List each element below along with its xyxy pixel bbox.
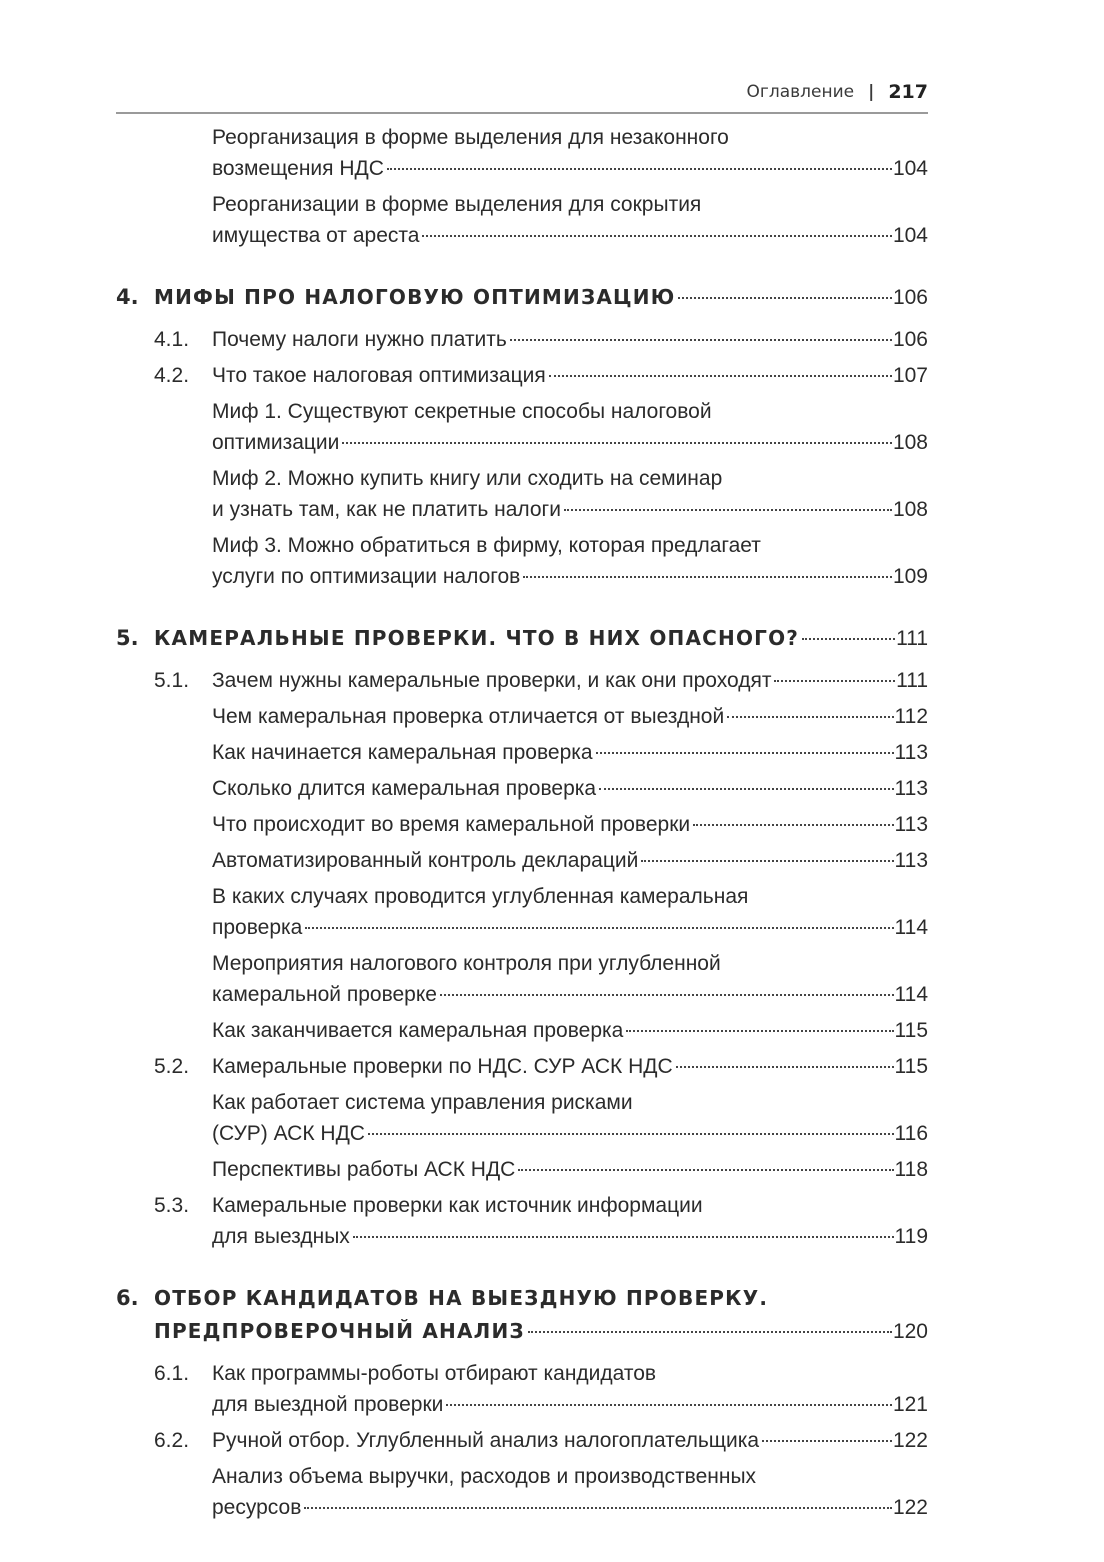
toc-title-line xyxy=(212,948,928,979)
toc-title-text: возмещения НДС xyxy=(212,157,384,180)
toc-title-line xyxy=(212,1154,928,1185)
toc-title-line xyxy=(212,773,928,804)
toc-entry xyxy=(116,324,928,355)
toc-page-number: 113 xyxy=(894,813,928,836)
toc-entry xyxy=(116,1358,928,1420)
toc-title-line xyxy=(212,324,928,355)
toc-number: 5. xyxy=(116,626,139,650)
toc-title-text: ПРЕДПРОВЕРОЧНЫЙ АНАЛИЗ xyxy=(154,1319,525,1343)
toc-title-text: Ручной отбор. Углубленный анализ налогоплательщика xyxy=(212,1429,760,1452)
toc-title-line xyxy=(212,122,928,153)
toc-chapter xyxy=(116,281,928,314)
toc-title-text: Что происходит во время камеральной проверки xyxy=(212,813,691,836)
dot-leader xyxy=(510,339,892,341)
page-number: 217 xyxy=(888,81,928,103)
toc-page-number: 112 xyxy=(894,705,928,728)
toc-entry xyxy=(116,845,928,876)
toc-page-number: 113 xyxy=(894,741,928,764)
toc-entry xyxy=(116,773,928,804)
toc-title-text: Автоматизированный контроль деклараций xyxy=(212,849,639,872)
toc-title-text: для выездной проверки xyxy=(212,1393,444,1416)
toc-page-number: 108 xyxy=(892,498,928,521)
toc-title xyxy=(212,773,928,804)
toc-title-line xyxy=(212,845,928,876)
toc-entry xyxy=(116,360,928,391)
dot-leader xyxy=(641,860,893,862)
toc-entry xyxy=(116,463,928,525)
toc-title-line xyxy=(154,1315,928,1348)
dot-leader xyxy=(596,752,894,754)
toc-title xyxy=(212,845,928,876)
toc-title xyxy=(212,809,928,840)
toc-number: 4.2. xyxy=(154,364,190,387)
toc-title xyxy=(212,396,928,458)
dot-leader xyxy=(599,788,893,790)
toc-title-line xyxy=(154,281,928,314)
toc-title-text: ОТБОР КАНДИДАТОВ НА ВЫЕЗДНУЮ ПРОВЕРКУ. xyxy=(154,1286,769,1310)
table-of-contents xyxy=(116,122,928,1528)
toc-title-text: Мероприятия налогового контроля при углубленной xyxy=(212,952,721,975)
toc-title xyxy=(212,1461,928,1523)
toc-number: 4.1. xyxy=(154,328,190,351)
toc-page-number: 113 xyxy=(894,849,928,872)
toc-title-text: Камеральные проверки как источник информации xyxy=(212,1194,703,1217)
toc-title-line xyxy=(212,1425,928,1456)
toc-title-line xyxy=(212,1389,928,1420)
toc-title-line xyxy=(212,665,928,696)
toc-chapter xyxy=(116,1282,928,1348)
toc-title xyxy=(212,530,928,592)
dot-leader xyxy=(368,1133,894,1135)
toc-title-text: Как начинается камеральная проверка xyxy=(212,741,593,764)
toc-title-text: Как заканчивается камеральная проверка xyxy=(212,1019,624,1042)
toc-chapter xyxy=(116,622,928,655)
toc-title xyxy=(212,122,928,184)
toc-title-text: Реорганизации в форме выделения для сокрытия xyxy=(212,193,702,216)
toc-title-line xyxy=(212,561,928,592)
toc-page-number: 111 xyxy=(896,627,928,650)
toc-title xyxy=(212,189,928,251)
toc-page-number: 114 xyxy=(894,916,928,939)
dot-leader xyxy=(626,1030,893,1032)
toc-title-text: Миф 3. Можно обратиться в фирму, которая предлагает xyxy=(212,534,761,557)
toc-entry xyxy=(116,1461,928,1523)
toc-page-number: 122 xyxy=(892,1429,928,1452)
toc-number: 6.1. xyxy=(154,1362,190,1385)
toc-title xyxy=(212,737,928,768)
toc-title-line xyxy=(212,1190,928,1221)
toc-title xyxy=(154,281,928,314)
dot-leader xyxy=(774,680,895,682)
dot-leader xyxy=(802,638,895,640)
toc-page-number: 115 xyxy=(894,1019,928,1042)
toc-entry xyxy=(116,1087,928,1149)
toc-title-text: Почему налоги нужно платить xyxy=(212,328,507,351)
toc-title-text: (СУР) АСК НДС xyxy=(212,1122,365,1145)
toc-entry xyxy=(116,1051,928,1082)
toc-title xyxy=(212,701,928,732)
dot-leader xyxy=(528,1331,892,1333)
toc-page-number: 114 xyxy=(894,983,928,1006)
toc-page-number: 121 xyxy=(892,1393,928,1416)
toc-title-line xyxy=(212,1087,928,1118)
toc-number: 4. xyxy=(116,285,139,309)
toc-title-line xyxy=(212,494,928,525)
toc-title-text: Реорганизация в форме выделения для незаконного xyxy=(212,126,729,149)
toc-page-number: 119 xyxy=(894,1225,928,1248)
toc-title-text: проверка xyxy=(212,916,303,939)
toc-title-line xyxy=(154,622,928,655)
toc-entry xyxy=(116,665,928,696)
toc-title xyxy=(212,1190,928,1252)
toc-title-line xyxy=(212,360,928,391)
toc-entry xyxy=(116,1154,928,1185)
toc-title xyxy=(212,665,928,696)
toc-entry xyxy=(116,948,928,1010)
toc-title-text: В каких случаях проводится углубленная камеральная xyxy=(212,885,749,908)
toc-title-text: Анализ объема выручки, расходов и производственных xyxy=(212,1465,757,1488)
dot-leader xyxy=(676,1066,894,1068)
toc-title xyxy=(154,1282,928,1348)
toc-entry xyxy=(116,737,928,768)
toc-page-number: 122 xyxy=(892,1496,928,1519)
toc-title-line xyxy=(212,189,928,220)
dot-leader xyxy=(305,927,893,929)
dot-leader xyxy=(564,509,892,511)
dot-leader xyxy=(387,168,892,170)
running-header-title: Оглавление xyxy=(746,82,855,102)
toc-entry xyxy=(116,1190,928,1252)
toc-title-text: услуги по оптимизации налогов xyxy=(212,565,521,588)
toc-number: 5.1. xyxy=(154,669,190,692)
toc-title xyxy=(212,1358,928,1420)
toc-page-number: 120 xyxy=(892,1320,928,1343)
toc-page-number: 118 xyxy=(894,1158,928,1181)
toc-page-number: 115 xyxy=(894,1055,928,1078)
toc-title-line xyxy=(212,701,928,732)
dot-leader xyxy=(523,576,892,578)
toc-page-number: 109 xyxy=(892,565,928,588)
toc-title-text: Зачем нужны камеральные проверки, и как они проходят xyxy=(212,669,772,692)
toc-title-text: Миф 1. Существуют секретные способы налоговой xyxy=(212,400,712,423)
toc-title-text: и узнать там, как не платить налоги xyxy=(212,498,561,521)
toc-title xyxy=(212,948,928,1010)
toc-number: 5.2. xyxy=(154,1055,190,1078)
toc-title xyxy=(212,1087,928,1149)
toc-title-line xyxy=(212,153,928,184)
running-header xyxy=(116,72,928,114)
toc-entry xyxy=(116,396,928,458)
toc-title-text: МИФЫ ПРО НАЛОГОВУЮ ОПТИМИЗАЦИЮ xyxy=(154,285,676,309)
dot-leader xyxy=(518,1169,893,1171)
toc-entry xyxy=(116,809,928,840)
dot-leader xyxy=(678,297,892,299)
toc-number: 5.3. xyxy=(154,1194,190,1217)
toc-page-number: 108 xyxy=(892,431,928,454)
toc-title-line xyxy=(212,220,928,251)
toc-title xyxy=(212,1425,928,1456)
toc-title-line xyxy=(212,1051,928,1082)
toc-title-text: имущества от ареста xyxy=(212,224,420,247)
toc-title-text: Перспективы работы АСК НДС xyxy=(212,1158,516,1181)
dot-leader xyxy=(304,1507,892,1509)
toc-title-text: Сколько длится камеральная проверка xyxy=(212,777,597,800)
dot-leader xyxy=(549,375,892,377)
toc-entry xyxy=(116,530,928,592)
toc-title xyxy=(212,463,928,525)
toc-title-line xyxy=(212,1221,928,1252)
toc-title xyxy=(212,1015,928,1046)
toc-page-number: 116 xyxy=(894,1122,928,1145)
toc-title-text: Как программы-роботы отбирают кандидатов xyxy=(212,1362,657,1385)
toc-title-text: для выездных xyxy=(212,1225,350,1248)
dot-leader xyxy=(440,994,894,996)
toc-title-line xyxy=(212,1118,928,1149)
toc-title-line xyxy=(212,979,928,1010)
toc-title-text: ресурсов xyxy=(212,1496,302,1519)
toc-title-text: Камеральные проверки по НДС. СУР АСК НДС xyxy=(212,1055,673,1078)
toc-title-text: Что такое налоговая оптимизация xyxy=(212,364,546,387)
toc-title-text: Миф 2. Можно купить книгу или сходить на семинар xyxy=(212,467,723,490)
toc-page-number: 106 xyxy=(892,328,928,351)
toc-title xyxy=(212,881,928,943)
toc-title-line xyxy=(212,737,928,768)
toc-page-number: 104 xyxy=(892,157,928,180)
toc-title-line xyxy=(212,1015,928,1046)
toc-page-number: 106 xyxy=(892,286,928,309)
toc-title xyxy=(212,1154,928,1185)
toc-title xyxy=(212,360,928,391)
toc-entry xyxy=(116,881,928,943)
toc-entry xyxy=(116,122,928,184)
toc-title-text: камеральной проверке xyxy=(212,983,437,1006)
toc-entry xyxy=(116,701,928,732)
toc-number: 6. xyxy=(116,1286,139,1310)
dot-leader xyxy=(342,442,892,444)
dot-leader xyxy=(422,235,892,237)
toc-number: 6.2. xyxy=(154,1429,190,1452)
dot-leader xyxy=(446,1404,892,1406)
toc-title-text: оптимизации xyxy=(212,431,340,454)
toc-title-line xyxy=(212,1461,928,1492)
toc-title xyxy=(212,324,928,355)
header-separator: | xyxy=(868,82,875,102)
toc-title-text: Как работает система управления рисками xyxy=(212,1091,633,1114)
dot-leader xyxy=(353,1236,894,1238)
toc-title-text: Чем камеральная проверка отличается от выездной xyxy=(212,705,725,728)
toc-title-line xyxy=(212,396,928,427)
toc-page-number: 111 xyxy=(896,669,928,692)
toc-title-line xyxy=(212,1492,928,1523)
toc-entry xyxy=(116,1015,928,1046)
toc-page-number: 104 xyxy=(892,224,928,247)
toc-title-line xyxy=(212,427,928,458)
toc-title xyxy=(212,1051,928,1082)
toc-title-line xyxy=(154,1282,928,1315)
dot-leader xyxy=(693,824,893,826)
toc-entry xyxy=(116,1425,928,1456)
toc-title-line xyxy=(212,463,928,494)
toc-title-line xyxy=(212,912,928,943)
toc-title-line xyxy=(212,530,928,561)
toc-title-text: КАМЕРАЛЬНЫЕ ПРОВЕРКИ. ЧТО В НИХ ОПАСНОГО? xyxy=(154,626,800,650)
dot-leader xyxy=(727,716,893,718)
toc-title-line xyxy=(212,881,928,912)
toc-title-line xyxy=(212,1358,928,1389)
toc-title xyxy=(154,622,928,655)
toc-page-number: 113 xyxy=(894,777,928,800)
dot-leader xyxy=(762,1440,892,1442)
toc-page-number: 107 xyxy=(892,364,928,387)
toc-entry xyxy=(116,189,928,251)
toc-title-line xyxy=(212,809,928,840)
